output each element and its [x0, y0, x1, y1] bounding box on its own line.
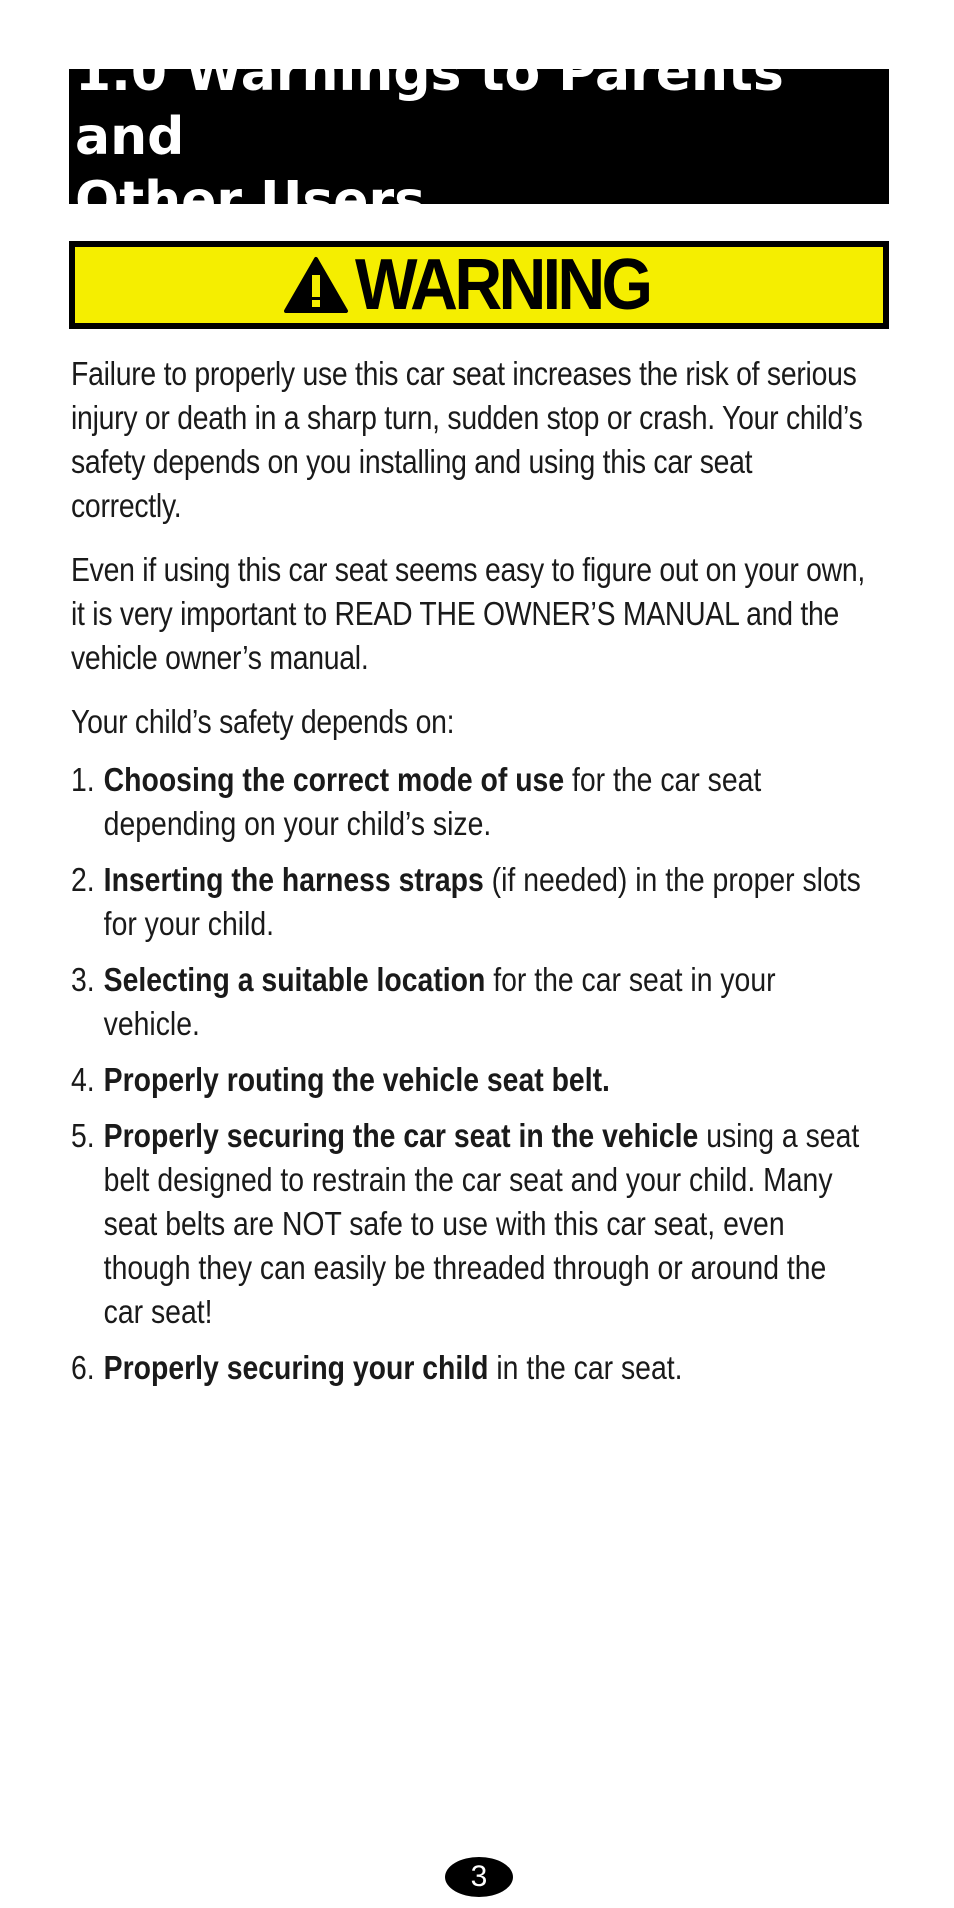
- list-item: [71, 758, 869, 846]
- list-item-bold-text: Selecting a suitable location: [103, 961, 486, 998]
- warning-triangle-icon: [283, 256, 349, 314]
- warning-label: WARNING: [355, 245, 650, 325]
- list-item-number: 5.: [71, 1117, 95, 1154]
- paragraph-read-manual: Even if using this car seat seems easy to figure out on your own, it is very important to READ THE OWNER’S MANUAL and the vehicle owner’s manual.: [71, 551, 866, 676]
- list-item-text: in the car seat.: [488, 1349, 683, 1386]
- safety-steps-list: [71, 758, 869, 1390]
- list-item-bold-text: Properly routing the vehicle seat belt.: [103, 1061, 610, 1098]
- warning-banner: [69, 241, 889, 329]
- list-item-number: 4.: [71, 1061, 95, 1098]
- section-heading: [69, 42, 889, 231]
- list-item: [71, 1058, 869, 1102]
- paragraph-failure-risk: Failure to properly use this car seat increases the risk of serious injury or death in a sharp turn, sudden stop or crash. Your child’s safety depends on you installing and using this car seat correctly.: [71, 355, 863, 524]
- warning-body: [71, 352, 871, 1402]
- page-number-badge: 3: [445, 1857, 513, 1897]
- list-item-bold-text: Properly securing your child: [103, 1349, 489, 1386]
- list-item-bold-text: Choosing the correct mode of use: [103, 761, 565, 798]
- list-item-bold-text: Properly securing the car seat in the vehicle: [103, 1117, 699, 1154]
- paragraph-safety-depends: Your child’s safety depends on:: [71, 703, 455, 740]
- list-item-text: for the car seat depending on your child’s size.: [103, 761, 762, 842]
- list-item-text: (if needed) in the proper slots for your child.: [103, 861, 861, 942]
- list-item-number: 3.: [71, 961, 95, 998]
- list-item-bold-text: Inserting the harness straps: [103, 861, 484, 898]
- list-item-text: for the car seat in your vehicle.: [103, 961, 776, 1042]
- list-item-number: 6.: [71, 1349, 95, 1386]
- list-item: [71, 1114, 869, 1334]
- list-item-number: 2.: [71, 861, 95, 898]
- heading-line-2: Other Users: [75, 170, 426, 231]
- list-item: [71, 858, 869, 946]
- list-item-number: 1.: [71, 761, 95, 798]
- list-item: [71, 958, 869, 1046]
- list-item-text: using a seat belt designed to restrain the car seat and your child. Many seat belts are NOT safe to use with this car seat, even though they can easily be threaded through or around the car seat!: [103, 1117, 860, 1330]
- heading-line-1: 1.0 Warnings to Parents and: [75, 42, 784, 167]
- list-item: [71, 1346, 869, 1390]
